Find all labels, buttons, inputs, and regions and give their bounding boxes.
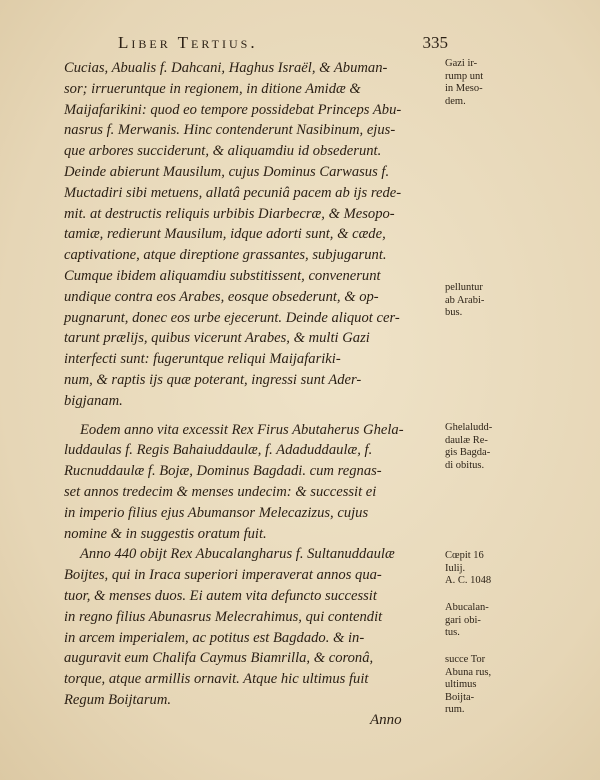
text-line: Regum Boijtarum. (64, 691, 172, 708)
text-line: nomine & in suggestis oratum fuit. (64, 525, 267, 542)
main-text (64, 58, 439, 711)
margin-note-line: succe Tor (445, 654, 486, 665)
margin-note-line: A. C. 1048 (445, 575, 492, 586)
margin-note-line: pelluntur (445, 282, 483, 293)
text-line: num, & raptis ijs quæ poterant, ingressi sunt Ader- (64, 371, 362, 388)
margin-note-line: ab Arabi- (445, 294, 485, 306)
margin-note-line: tus. (445, 627, 460, 638)
paragraph (64, 58, 439, 412)
margin-note-line: gari obi- (445, 614, 481, 626)
margin-note-line: Boijta- (445, 691, 475, 703)
text-line: pugnarunt, donec eos urbe ejecerunt. Deinde aliquot cer- (64, 309, 400, 326)
text-line: in regno filius Abunasrus Melecrahimus, qui contendit (64, 608, 383, 625)
text-line: Eodem anno vita excessit Rex Firus Abutaherus Ghela- (80, 421, 404, 438)
margin-note (445, 550, 507, 588)
text-line: in imperio filius ejus Abumansor Melecazizus, cujus (64, 504, 369, 521)
margin-note-line: Abucalan- (445, 602, 489, 613)
paragraph (64, 544, 439, 710)
margin-note (445, 602, 507, 640)
margin-note-line: Iulij. (445, 562, 466, 574)
text-line: tamiæ, redierunt Mausilum, idque adorti sunt, & cæde, (64, 226, 386, 243)
text-line: luddaulas f. Regis Bahaiuddaulæ, f. Adaduddaulæ, f. (64, 442, 373, 459)
page-number: 335 (422, 33, 448, 52)
text-line: Boijtes, qui in Iraca superiori imperaverat annos qua- (64, 567, 382, 584)
text-line: Deinde abierunt Mausilum, cujus Dominus Carwasus f. (64, 163, 390, 180)
margin-note (445, 422, 507, 472)
text-line: Rucnuddaulæ f. Bojæ, Dominus Bagdadi. cum regnas- (64, 463, 382, 480)
margin-note-line: in Meso- (445, 83, 483, 94)
text-line: Muctadiri sibi metuens, allatâ pecuniâ pacem ab ijs rede- (64, 184, 402, 201)
text-line: mit. at destructis reliquis urbibis Diarbecræ, & Mesopo- (64, 205, 395, 222)
margin-note (445, 282, 507, 320)
text-line: set annos tredecim & menses undecim: & successit ei (64, 483, 377, 500)
text-line: Anno 440 obijt Rex Abucalangharus f. Sultanuddaulæ (80, 546, 395, 563)
margin-note-line: ultimus (445, 679, 477, 690)
margin-note-line: Cœpit 16 (445, 550, 484, 561)
paragraph (64, 420, 439, 545)
catchword: Anno (370, 712, 402, 728)
margin-note-line: gis Bagda- (445, 447, 491, 458)
text-line: interfecti sunt: fugeruntque reliqui Maijafariki- (64, 351, 341, 368)
text-line: que arbores succiderunt, & aliquamdiu id obsederunt. (64, 143, 382, 160)
margin-note-line: Ghelaludd- (445, 422, 493, 433)
margin-note (445, 58, 507, 108)
text-line: Cucias, Abualis f. Dahcani, Haghus Israël, & Abuman- (64, 60, 388, 76)
text-line: auguravit eum Chalifa Caymus Biamrilla, & coronâ, (64, 650, 374, 667)
margin-note-line: Gazi ir- (445, 58, 478, 69)
text-line: nasrus f. Merwanis. Hinc contenderunt Nasibinum, ejus- (64, 122, 396, 139)
text-line: bigjanam. (64, 392, 123, 409)
margin-note-line: Abuna rus, (445, 666, 492, 678)
text-line: torque, atque armillis ornavit. Atque hic ultimus fuit (64, 671, 369, 688)
text-line: in arcem imperialem, ac potitus est Bagdado. & in- (64, 629, 365, 646)
margin-note-line: rump unt (445, 70, 484, 82)
margin-note-line: dem. (445, 95, 466, 107)
page-header (118, 33, 448, 57)
text-line: captivatione, atque direptione grassantes, subjugarunt. (64, 247, 387, 264)
margin-note-line: daulæ Re- (445, 434, 488, 446)
text-line: Cumque ibidem aliquamdiu substitissent, convenerunt (64, 267, 381, 284)
text-line: tuor, & menses duos. Ei autem vita defuncto successit (64, 587, 377, 604)
margin-note-line: di obitus. (445, 459, 485, 471)
text-line: sor; irrueruntque in regionem, in ditione Amidæ & (64, 80, 361, 97)
text-line: undique contra eos Arabes, eosque obsederunt, & op- (64, 288, 379, 305)
margin-note-line: bus. (445, 307, 463, 318)
text-line: tarunt prælijs, quibus vicerunt Arabes, & multi Gazi (64, 330, 370, 347)
margin-note (445, 654, 507, 717)
running-head: Liber Tertius. (118, 33, 258, 52)
text-line: Maijafarikini: quod eo tempore possidebat Princeps Abu- (64, 101, 402, 118)
margin-note-line: rum. (445, 704, 465, 715)
